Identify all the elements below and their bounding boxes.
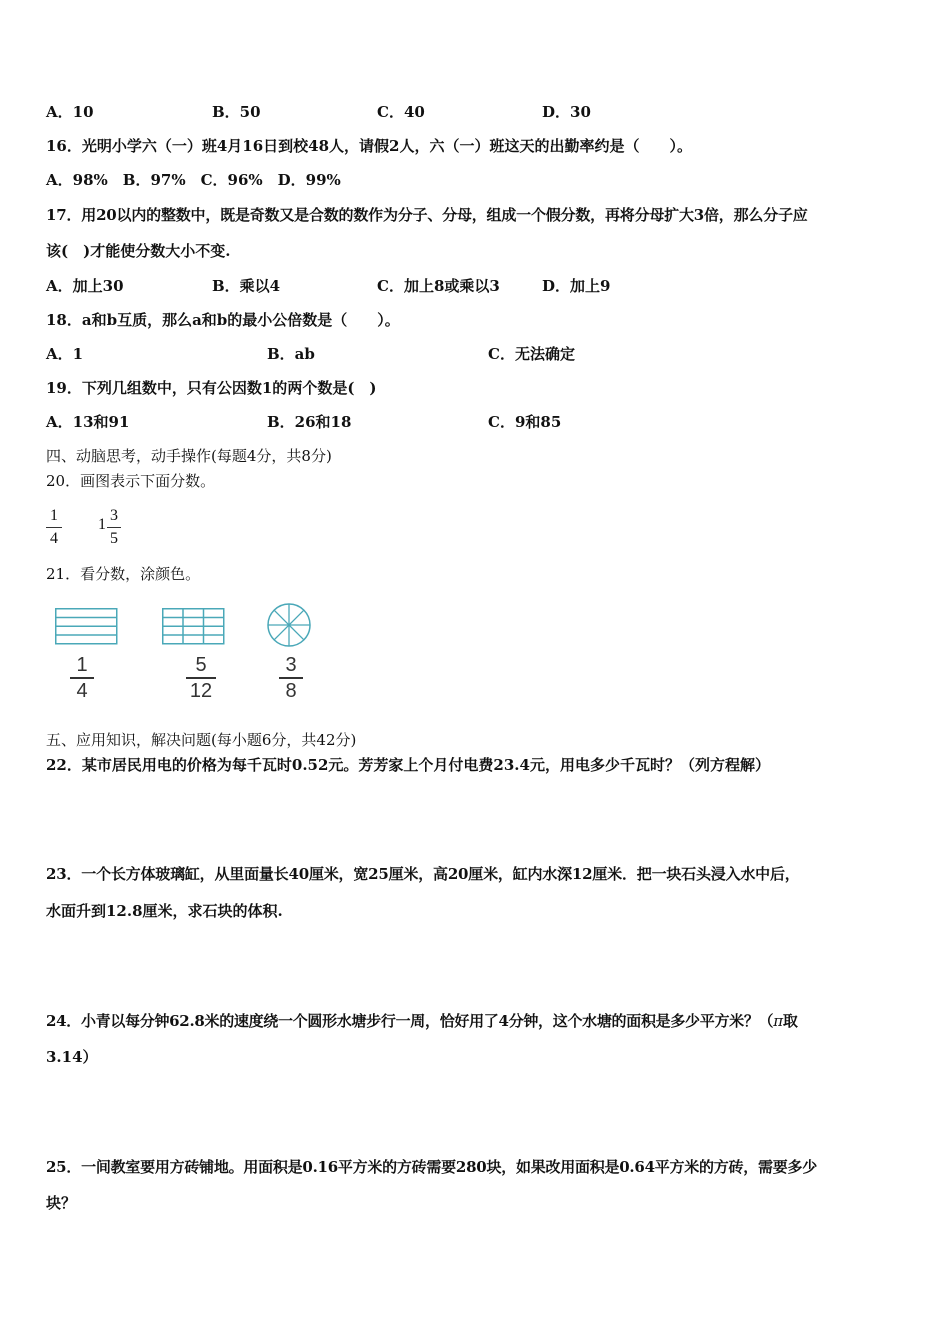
fraction-bar	[46, 527, 62, 528]
q25-stem-line1: 25．一间教室要用方砖铺地。用面积是0.16平方米的方砖需要280块，如果改用面积是0.64平方米的方砖，需要多少	[46, 1158, 818, 1176]
q15-option-b: B．50	[212, 103, 261, 121]
fraction-denominator: 12	[189, 680, 213, 702]
q17-stem-line2: 该( )才能使分数大小不变.	[46, 242, 231, 260]
section-5-title: 五、应用知识，解决问题(每小题6分，共42分)	[46, 731, 357, 749]
q23-stem-line2: 水面升到12.8厘米，求石块的体积.	[46, 902, 283, 920]
q21-fraction-one-quarter	[70, 654, 94, 702]
q18-option-a: A．1	[46, 345, 84, 363]
q17-option-c: C．加上8或乘以3	[377, 277, 500, 295]
section-4-title: 四、动脑思考，动手操作(每题4分，共8分)	[46, 447, 332, 465]
q15-option-d: D．30	[542, 103, 591, 121]
q18-stem: 18．a和b互质，那么a和b的最小公倍数是（ ）。	[46, 311, 400, 329]
q19-option-c: C．9和85	[488, 413, 562, 431]
q24-stem-line2: 3.14）	[46, 1048, 98, 1066]
q16-stem: 16．光明小学六（一）班4月16日到校48人，请假2人，六（一）班这天的出勤率约是（ ）。	[46, 137, 693, 155]
fraction-numerator: 3	[110, 507, 118, 524]
q18-option-b: B．ab	[267, 345, 315, 363]
q17-option-a: A．加上30	[46, 277, 124, 295]
fraction-numerator: 5	[195, 654, 207, 676]
fraction-numerator: 1	[50, 507, 58, 524]
fraction-numerator: 1	[76, 654, 88, 676]
fraction-bar	[70, 677, 94, 679]
fraction-denominator: 4	[76, 680, 88, 702]
fraction-bar	[107, 527, 121, 528]
q19-option-b: B．26和18	[267, 413, 352, 431]
fraction-bar	[186, 677, 216, 679]
q17-stem-line1: 17．用20以内的整数中，既是奇数又是合数的数作为分子、分母，组成一个假分数，再将分母扩大3倍，那么分子应	[46, 206, 808, 224]
q25-stem-line2: 块？	[46, 1194, 77, 1212]
q20-fraction-one-quarter	[46, 507, 62, 548]
fraction-denominator: 8	[285, 680, 297, 702]
q21-fraction-five-twelfths	[186, 654, 216, 702]
fraction-numerator: 3	[285, 654, 297, 676]
q20-mixed-whole: 1	[98, 516, 106, 533]
q16-options: A．98% B．97% C．96% D．99%	[46, 171, 341, 189]
q21-rectangle-twelfths	[162, 608, 226, 646]
q21-circle-eighths	[266, 602, 312, 648]
q22-stem: 22．某市居民用电的价格为每千瓦时0.52元。芳芳家上个月付电费23.4元，用电多少千瓦时？（列方程解）	[46, 756, 770, 774]
q24-stem-text: 24．小青以每分钟62.8米的速度绕一个圆形水塘步行一周，恰好用了4分钟，这个水塘的面积是多少平方米？（	[46, 1012, 774, 1030]
q19-stem: 19．下列几组数中，只有公因数1的两个数是( )	[46, 379, 377, 397]
q18-option-c: C．无法确定	[488, 345, 575, 363]
q24-stem-text-end: 取	[782, 1012, 798, 1030]
q21-rectangle-quarters	[55, 608, 119, 646]
q24-stem-line1	[46, 1011, 798, 1031]
pi-symbol: π	[773, 1012, 783, 1030]
q17-option-d: D．加上9	[542, 277, 611, 295]
q19-option-a: A．13和91	[46, 413, 130, 431]
q20-stem: 20．画图表示下面分数。	[46, 472, 216, 490]
fraction-denominator: 5	[110, 530, 118, 547]
q20-fraction-three-fifths	[107, 507, 121, 548]
q21-fraction-three-eighths	[279, 654, 303, 702]
q17-option-b: B．乘以4	[212, 277, 281, 295]
q15-option-a: A．10	[46, 103, 94, 121]
fraction-bar	[279, 677, 303, 679]
q15-option-c: C．40	[377, 103, 425, 121]
fraction-denominator: 4	[50, 530, 58, 547]
q23-stem-line1: 23．一个长方体玻璃缸，从里面量长40厘米，宽25厘米，高20厘米，缸内水深12厘米．把一块石头浸入水中后，	[46, 865, 800, 883]
q21-stem: 21．看分数，涂颜色。	[46, 565, 201, 583]
